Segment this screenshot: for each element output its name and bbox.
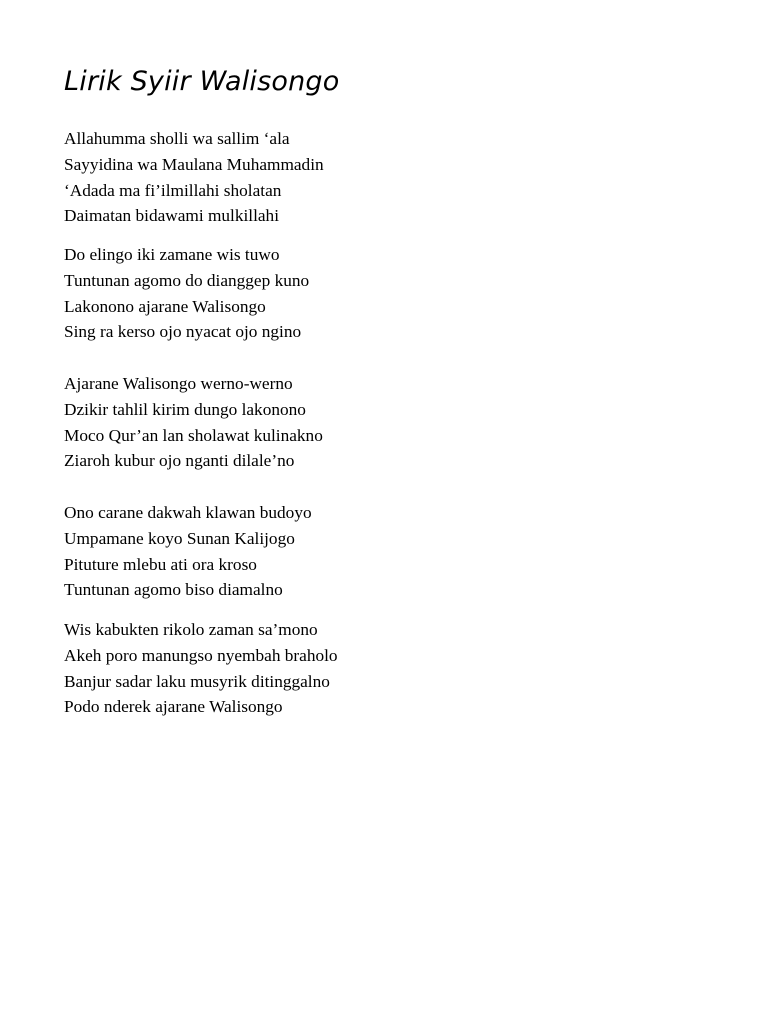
lyric-line: Tuntunan agomo biso diamalno bbox=[64, 580, 283, 600]
lyric-line: Allahumma sholli wa sallim ‘ala bbox=[64, 129, 290, 148]
lyric-line: Lakonono ajarane Walisongo bbox=[64, 296, 266, 316]
lyric-line: Sing ra kerso ojo nyacat ojo ngino bbox=[64, 322, 302, 342]
lyric-line: Ajarane Walisongo werno-werno bbox=[64, 374, 293, 393]
lyric-line: Pituture mlebu ati ora kroso bbox=[64, 554, 257, 574]
lyric-line: Ziaroh kubur ojo nganti dilale’no bbox=[64, 451, 295, 471]
lyric-line: Ono carane dakwah klawan budoyo bbox=[64, 503, 312, 522]
lyric-line: Podo nderek ajarane Walisongo bbox=[64, 697, 283, 717]
lyric-line: Banjur sadar laku musyrik ditinggalno bbox=[64, 671, 330, 691]
document-title: Lirik Syiir Walisongo bbox=[64, 66, 340, 97]
lyric-line: Do elingo iki zamane wis tuwo bbox=[64, 245, 280, 264]
lyric-line: Wis kabukten rikolo zaman sa’mono bbox=[64, 620, 318, 639]
stanza-3 bbox=[64, 371, 323, 474]
lyric-line: ‘Adada ma fi’ilmillahi sholatan bbox=[64, 180, 282, 200]
lyric-line: Dzikir tahlil kirim dungo lakonono bbox=[64, 399, 306, 419]
lyric-line: Umpamane koyo Sunan Kalijogo bbox=[64, 528, 295, 548]
lyric-line: Akeh poro manungso nyembah braholo bbox=[64, 645, 338, 665]
stanza-1 bbox=[64, 126, 324, 229]
stanza-5 bbox=[64, 617, 338, 720]
lyric-line: Moco Qur’an lan sholawat kulinakno bbox=[64, 425, 323, 445]
lyric-line: Tuntunan agomo do dianggep kuno bbox=[64, 270, 310, 290]
stanza-2 bbox=[64, 242, 309, 345]
lyric-line: Sayyidina wa Maulana Muhammadin bbox=[64, 154, 324, 174]
stanza-4 bbox=[64, 500, 312, 603]
lyric-line: Daimatan bidawami mulkillahi bbox=[64, 206, 280, 226]
